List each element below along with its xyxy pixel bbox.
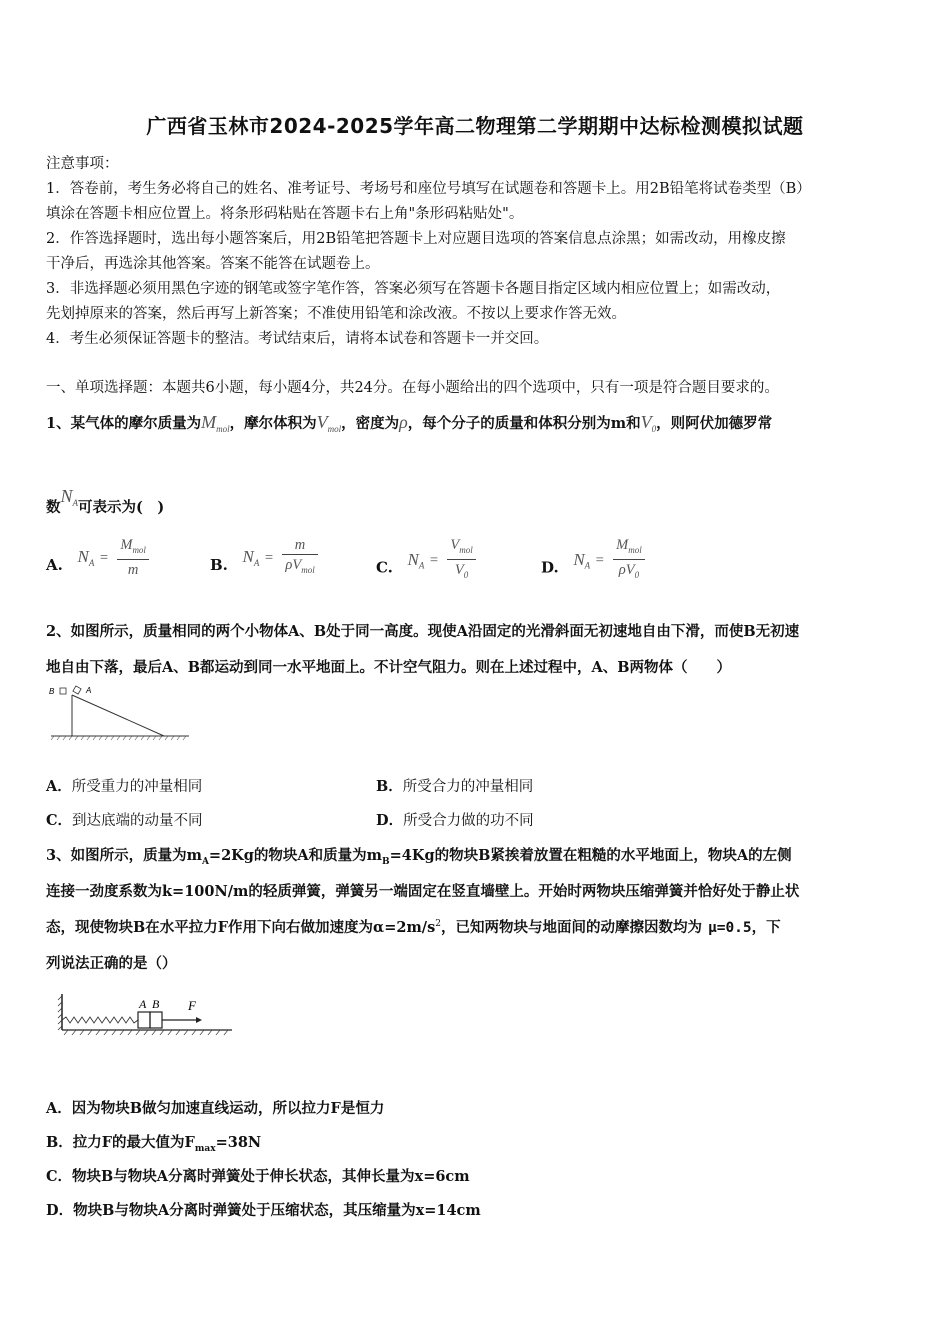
q3-option-a[interactable]: A．因为物块B做匀加速直线运动，所以拉力F是恒力 [46,1100,385,1117]
q2-option-b[interactable]: B．所受合力的冲量相同 [376,778,534,795]
notice-line: 4．考生必须保证答题卡的整洁。考试结束后，请将本试卷和答题卡一并交回。 [46,331,549,347]
q2-option-d[interactable]: D．所受合力做的功不同 [376,812,534,829]
q2-option-a[interactable]: A．所受重力的冲量相同 [46,778,203,795]
q1-option-c[interactable]: C. $N_A$ = $\frac{V_{mol}}{V_0}$ [376,536,476,585]
fig-label-a: A [86,686,92,695]
spring [62,1017,138,1023]
fig-label-b: B [49,687,55,696]
incline-slope [72,695,164,736]
notice-line: 2．作答选择题时，选出每小题答案后，用2B铅笔把答题卡上对应题目选项的答案信息点涂黑；如需改动，用橡皮擦 [46,231,786,247]
question-2-line-1: 2、如图所示，质量相同的两个小物体A、B处于同一高度。现使A沿固定的光滑斜面无初速地自由下滑，而使B无初速 [46,623,800,640]
block-a [138,1012,150,1028]
question-1-line-1: 1、某气体的摩尔质量为$M_{mol}$，摩尔体积为$V_{mol}$，密度为ρ，每个分子的质量和体积分别为m和$V_0$，则阿伏加德罗常 [46,412,773,434]
q1-option-d[interactable]: D. $N_A$ = $\frac{M_{mol}}{\rho V_0}$ [541,536,645,585]
notice-line: 先划掉原来的答案，然后再写上新答案；不准使用铅笔和涂改液。不按以上要求作答无效。 [46,306,626,322]
question-3-line-3: 态，现使物块B在水平拉力F作用下向右做加速度为$\alpha=2m/s^2$，已知两物块与地面间的动摩擦因数均为 μ=0.5，下 [46,919,781,936]
ground-hatch [51,736,186,740]
spring-figure [56,990,236,1040]
q3-option-b[interactable]: B．拉力F的最大值为$F_{max}=38N$ [46,1134,262,1154]
notice-line: 1．答卷前，考生务必将自己的姓名、准考证号、考场号和座位号填写在试题卷和答题卡上。用2B铅笔将试卷类型（B） [46,181,811,197]
notice-heading: 注意事项： [46,156,119,172]
notice-line: 干净后，再选涂其他答案。答案不能答在试题卷上。 [46,256,380,272]
ground-hatch [64,1030,228,1035]
block-a [73,686,81,694]
question-3-line-4: 列说法正确的是（） [46,955,177,972]
question-1-line-2: 数$N^A$可表示为( ) [46,486,165,516]
incline-figure [46,684,196,744]
question-3-line-2: 连接一劲度系数为k=100N/m的轻质弹簧，弹簧另一端固定在竖直墙壁上。开始时两物块压缩弹簧并恰好处于静止状 [46,883,800,900]
block-b [60,688,66,694]
force-arrowhead [196,1017,202,1023]
block-b [150,1012,162,1028]
notice-line: 填涂在答题卡相应位置上。将条形码粘贴在答题卡右上角"条形码粘贴处"。 [46,206,524,222]
notice-line: 3．非选择题必须用黑色字迹的钢笔或签字笔作答，答案必须写在答题卡各题目指定区域内相应位置上；如需改动， [46,281,781,297]
fig-label-a: A [139,997,147,1011]
section-heading: 一、单项选择题：本题共6小题，每小题4分，共24分。在每小题给出的四个选项中，只有一项是符合题目要求的。 [46,380,779,396]
q3-option-c[interactable]: C．物块B与物块A分离时弹簧处于伸长状态，其伸长量为x=6cm [46,1168,470,1185]
q2-option-c[interactable]: C．到达底端的动量不同 [46,812,203,829]
question-2-line-2: 地自由下落，最后A、B都运动到同一水平地面上。不计空气阻力。则在上述过程中，A、B两物体（ ） [46,659,732,676]
page-title: 广西省玉林市2024-2025学年高二物理第二学期期中达标检测模拟试题 [146,114,804,138]
q1-option-b[interactable]: B. $N_A$ = $\frac{m}{\rho V_{mol}}$ [210,536,318,580]
fig-label-b: B [152,997,160,1011]
question-3-line-1: 3、如图所示，质量为$m_A=2Kg$的物块A和质量为$m_B=4Kg$的物块B紧挨着放置在粗糙的水平地面上，物块A的左侧 [46,847,792,867]
fig-label-f: F [188,998,196,1013]
q3-option-d[interactable]: D．物块B与物块A分离时弹簧处于压缩状态，其压缩量为x=14cm [46,1202,481,1219]
q1-option-a[interactable]: A. $N_A$ = $\frac{M_{mol}}{m}$ [46,536,149,580]
